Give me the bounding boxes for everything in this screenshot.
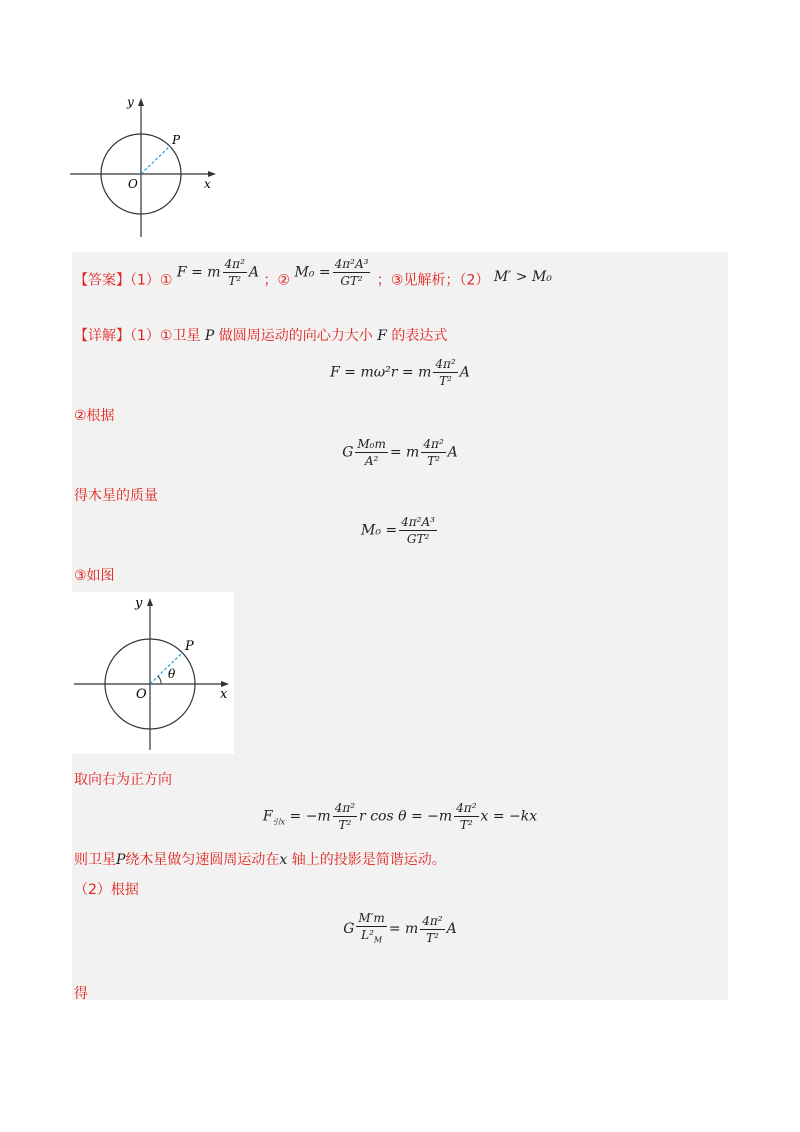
circle-diagram-1 <box>70 92 220 242</box>
equation-2: G $\frac{\text{M₀m}}{\text{A²}}$ = m $\frac{\text{4π²}}{\text{T²}}$ A <box>342 437 458 468</box>
detail-line1: 【详解】（1）①卫星 P 做圆周运动的向心力大小 F 的表达式 <box>74 328 448 344</box>
equation-4: $F_{引x} = -m$ $\frac{\text{4π²}}{\text{T²}}$ r cos θ = −m $\frac{\text{4π²}}{\text{T²}}$ x = −kx <box>262 801 538 832</box>
answer-sep1: ；② <box>263 272 291 289</box>
equation-3: M₀ = $\frac{\text{4π²A³}}{\text{GT²}}$ <box>361 515 435 546</box>
fig2-angle-label: θ <box>168 667 176 681</box>
final-label: 得 <box>74 986 88 1002</box>
fig2-x-label: x <box>220 687 228 702</box>
circle-diagram-2 <box>72 592 234 754</box>
equation-5: G $\frac{M'm}{L^2_M}$ = m $\frac{\text{4π²}}{\text{T²}}$ A <box>343 911 457 945</box>
conclusion-line: 则卫星P绕木星做匀速圆周运动在x 轴上的投影是简谐运动。 <box>74 852 446 868</box>
answer-sep2: ；③见解析；（2） <box>376 272 490 289</box>
answer-compare: M′ > M₀ <box>493 268 552 285</box>
answer-formula-F: F = m $\frac{\text{4π²}}{\text{T²}}$ A <box>176 257 260 288</box>
answer-line <box>74 257 552 297</box>
fig2-y-label: y <box>135 596 143 611</box>
fig1-x-label: x <box>204 177 211 191</box>
fig1-y-label: y <box>127 95 134 109</box>
answer-formula-M: M₀ = $\frac{\text{4π²A³}}{\text{GT²}}$ <box>294 257 369 288</box>
fig1-origin-label: O <box>128 177 138 191</box>
fig1-point-label: P <box>172 133 181 147</box>
step-3-label: 得木星的质量 <box>74 488 158 504</box>
answer-part1: （1）① <box>130 272 173 289</box>
step-2-label: ②根据 <box>74 408 115 424</box>
equation-1: F = mω²r = m $\frac{\text{4π²}}{\text{T²}}$ A <box>330 357 470 388</box>
fig2-origin-label: O <box>136 687 147 702</box>
step-4-label: ③如图 <box>74 568 115 584</box>
part-2-label: （2）根据 <box>74 882 139 898</box>
fig2-point-label: P <box>185 639 194 654</box>
answer-bracket: 【答案】 <box>74 272 130 289</box>
step-5-label: 取向右为正方向 <box>74 772 172 788</box>
